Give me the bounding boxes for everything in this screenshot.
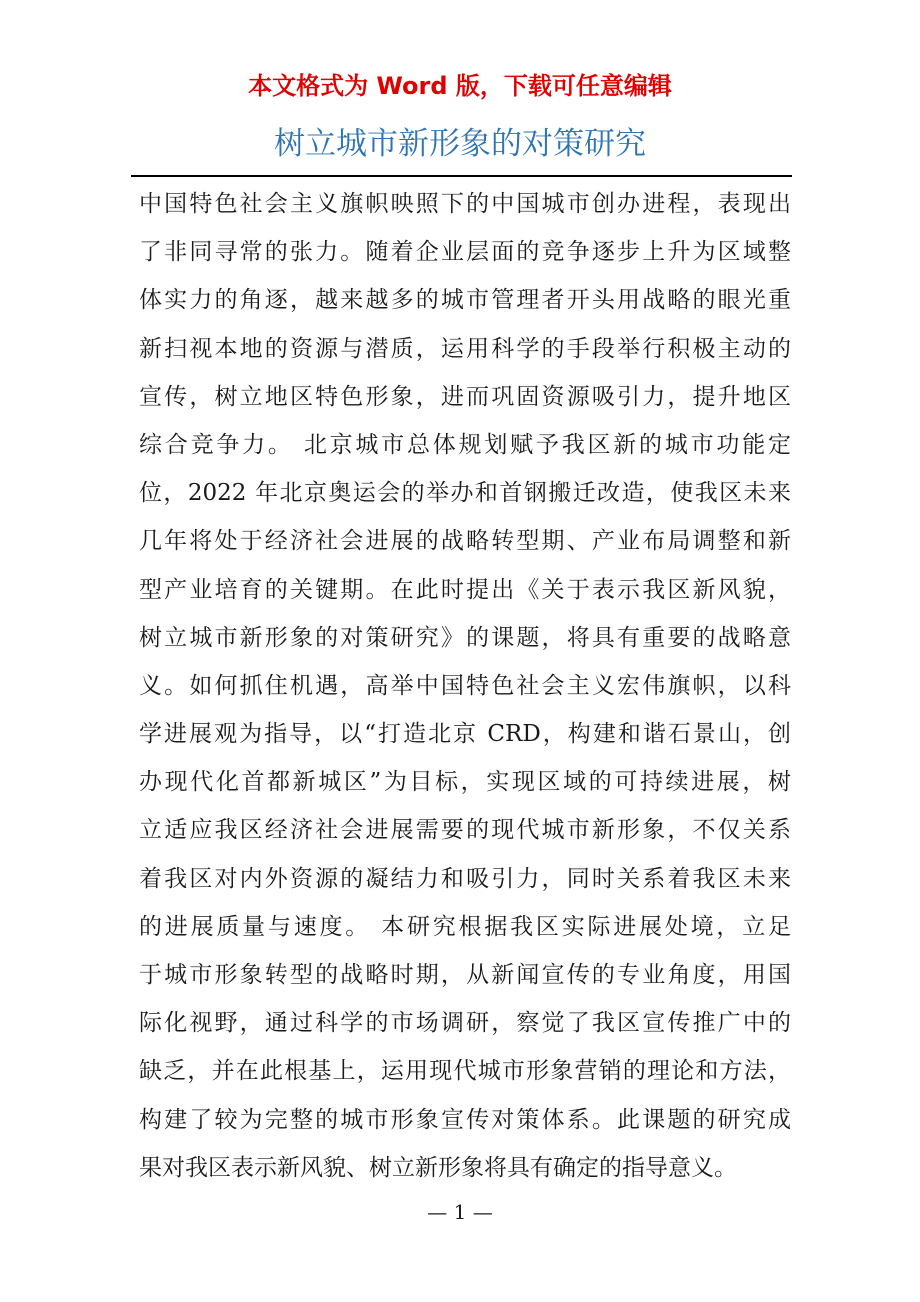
text-line: 于城市形象转型的战略时期，从新闻宣传的专业角度，用国 bbox=[139, 962, 791, 988]
body-paragraph bbox=[139, 180, 791, 1192]
text-line: 综合竞争力。 北京城市总体规划赋予我区新的城市功能定 bbox=[139, 431, 791, 458]
text-line: 立适应我区经济社会进展需要的现代城市新形象，不仅关系 bbox=[139, 817, 791, 844]
text-line: 学进展观为指导，以“打造北京 CRD，构建和谐石景山，创 bbox=[139, 721, 791, 748]
text-line: 着我区对内外资源的凝结力和吸引力，同时关系着我区未来 bbox=[139, 865, 791, 892]
text-line: 果对我区表示新风貌、树立新形象将具有确定的指导意义。 bbox=[139, 1154, 737, 1181]
text-line: 际化视野，通过科学的市场调研，察觉了我区宣传推广中的 bbox=[139, 1010, 791, 1037]
text-line: 义。如何抓住机遇，高举中国特色社会主义宏伟旗帜，以科 bbox=[139, 672, 791, 699]
text-line: 中国特色社会主义旗帜映照下的中国城市创办进程，表现出 bbox=[139, 191, 791, 217]
text-line: 体实力的角逐，越来越多的城市管理者开头用战略的眼光重 bbox=[139, 287, 791, 314]
title-divider bbox=[131, 175, 792, 177]
format-notice-banner: 本文格式为 Word 版，下载可任意编辑 bbox=[248, 72, 672, 100]
text-line: 了非同寻常的张力。随着企业层面的竞争逐步上升为区域整 bbox=[139, 239, 791, 266]
text-line: 办现代化首都新城区”为目标，实现区域的可持续进展，树 bbox=[139, 769, 791, 796]
document-title: 树立城市新形象的对策研究 bbox=[274, 126, 646, 162]
text-line: 缺乏，并在此根基上，运用现代城市形象营销的理论和方法， bbox=[139, 1058, 791, 1085]
text-line: 型产业培育的关键期。在此时提出《关于表示我区新风貌， bbox=[139, 576, 791, 603]
text-line: 几年将处于经济社会进展的战略转型期、产业布局调整和新 bbox=[139, 528, 791, 555]
text-line: 树立城市新形象的对策研究》的课题，将具有重要的战略意 bbox=[139, 624, 791, 651]
text-line: 位，2022 年北京奥运会的举办和首钢搬迁改造，使我区未来 bbox=[139, 480, 791, 507]
text-line: 的进展质量与速度。 本研究根据我区实际进展处境，立足 bbox=[139, 913, 791, 940]
page-number: — 1 — bbox=[427, 1200, 493, 1224]
text-line: 新扫视本地的资源与潜质，运用科学的手段举行积极主动的 bbox=[139, 335, 791, 362]
text-line: 构建了较为完整的城市形象宣传对策体系。此课题的研究成 bbox=[139, 1106, 791, 1133]
text-line: 宣传，树立地区特色形象，进而巩固资源吸引力，提升地区 bbox=[139, 383, 791, 410]
